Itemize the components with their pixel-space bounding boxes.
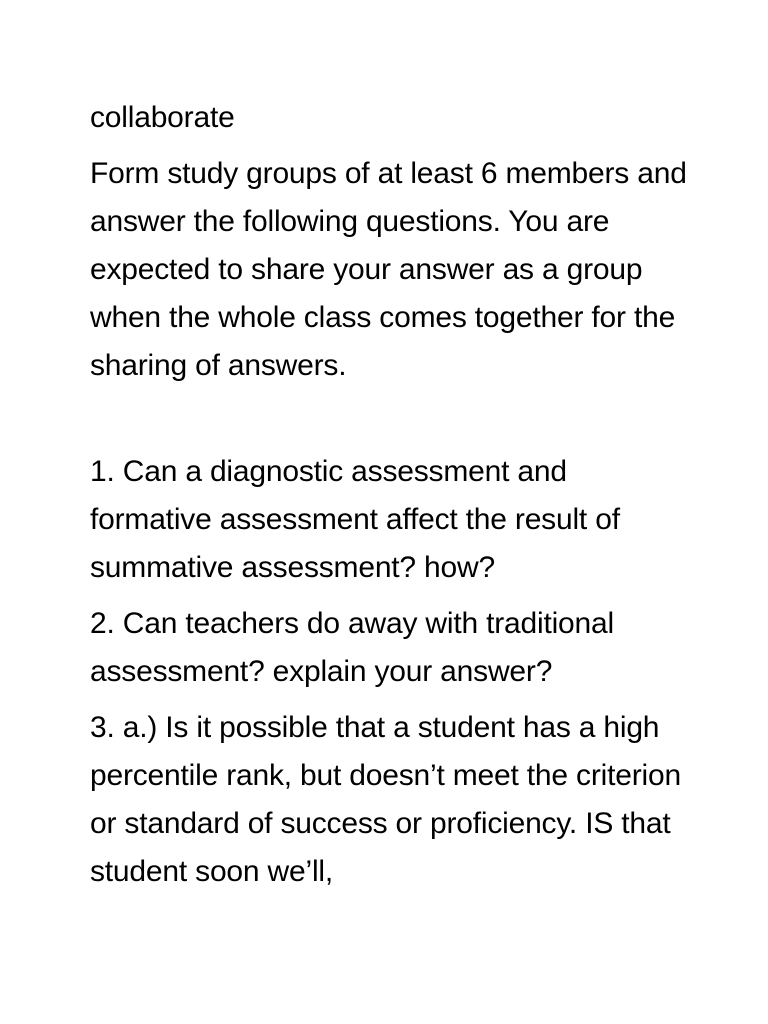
question-2: 2. Can teachers do away with traditional assessment? explain your answer? — [90, 607, 614, 688]
question-1: 1. Can a diagnostic assessment and formative assessment affect the result of summative assessment? how? — [90, 455, 620, 584]
question-3: 3. a.) Is it possible that a student has a high percentile rank, but doesn’t meet the criterion or standard of success or proficiency. IS that student soon we’ll, — [90, 711, 681, 888]
document-heading: collaborate — [90, 101, 235, 134]
intro-paragraph: Form study groups of at least 6 members and answer the following questions. You are expected to share your answer as a group when the whole class comes together for the sharing of answers. — [90, 157, 687, 382]
document-page — [90, 96, 690, 904]
